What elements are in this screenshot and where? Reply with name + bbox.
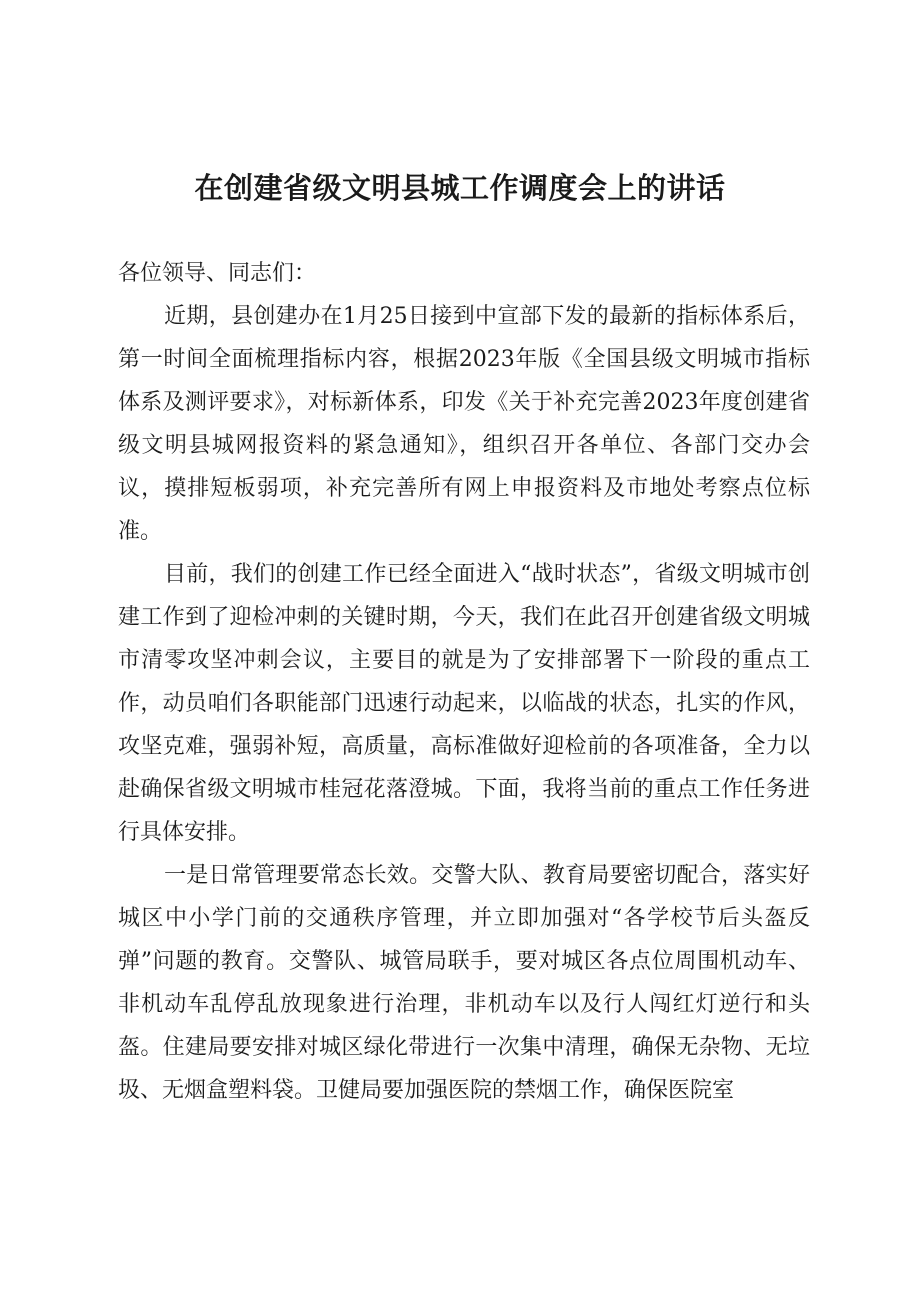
document-title: 在创建省级文明县城工作调度会上的讲话 <box>194 171 726 205</box>
paragraph-2: 目前，我们的创建工作已经全面进入“战时状态”，省级文明城市创建工作到了迎检冲刺的关键时期，今天，我们在此召开创建省级文明城市清零攻坚冲刺会议，主要目的就是为了安排部署下一阶段的重点工作，动员咱们各职能部门迅速行动起来，以临战的状态，扎实的作风，攻坚克难，强弱补短，高质量，高标准做好迎检前的各项准备，全力以赴确保省级文明城市桂冠花落澄城。下面，我将当前的重点工作任务进行具体安排。 <box>118 562 810 845</box>
salutation: 各位领导、同志们： <box>118 261 317 286</box>
paragraph-1: 近期，县创建办在1月25日接到中宣部下发的最新的指标体系后，第一时间全面梳理指标内容，根据2023年版《全国县级文明城市指标体系及测评要求》，对标新体系，印发《关于补充完善2023年度创建省级文明县城网报资料的紧急通知》，组织召开各单位、各部门交办会议，摸排短板弱项，补充完善所有网上申报资料及市地处考察点位标准。 <box>118 304 810 544</box>
document-body <box>118 252 810 1112</box>
paragraph-3: 一是日常管理要常态长效。交警大队、教育局要密切配合，落实好城区中小学门前的交通秩序管理，并立即加强对“各学校节后头盔反弹”问题的教育。交警队、城管局联手，要对城区各点位周围机动车、非机动车乱停乱放现象进行治理，非机动车以及行人闯红灯逆行和头盔。住建局要安排对城区绿化带进行一次集中清理，确保无杂物、无垃圾、无烟盒塑料袋。卫健局要加强医院的禁烟工作，确保医院室 <box>118 863 810 1103</box>
